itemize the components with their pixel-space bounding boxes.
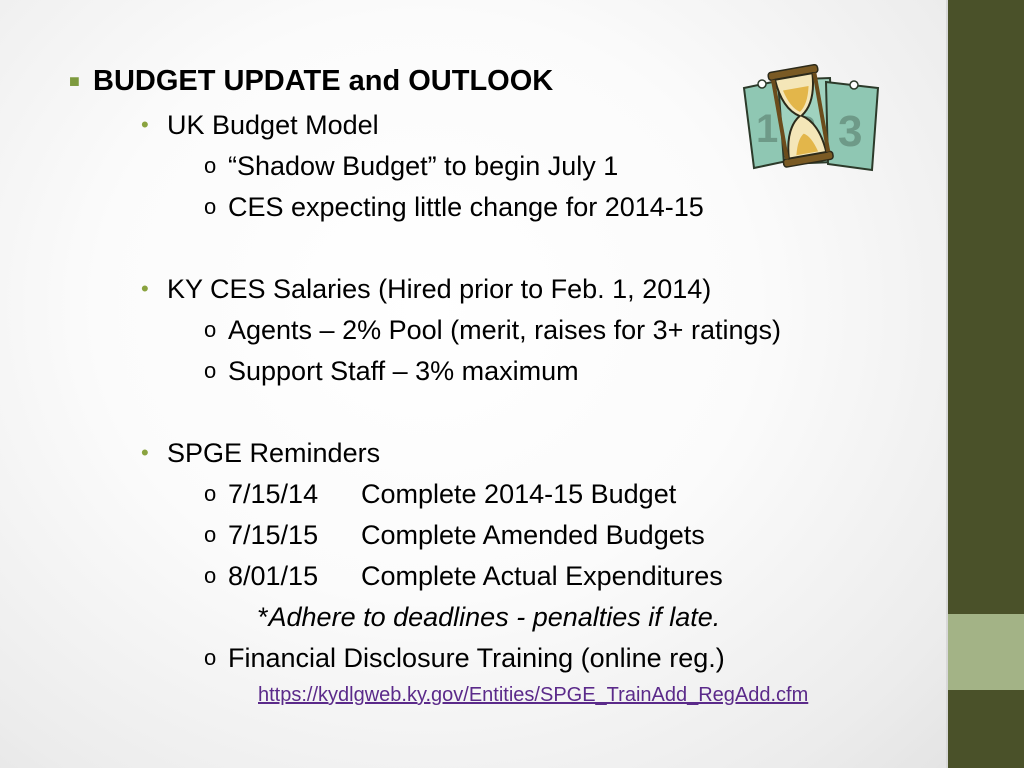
list-item (228, 518, 705, 552)
sidebar-accent-block (948, 614, 1024, 690)
circle-bullet-icon: o (204, 481, 217, 506)
list-item: Agents – 2% Pool (merit, raises for 3+ ratings) (228, 315, 781, 345)
list-item: Support Staff – 3% maximum (228, 356, 579, 386)
bullet-dot-icon: • (141, 112, 149, 137)
deadline-task: Complete 2014-15 Budget (361, 479, 677, 509)
note-asterisk: * (258, 602, 269, 632)
section-title-uk-budget: UK Budget Model (167, 110, 379, 140)
square-bullet-icon: ■ (69, 71, 80, 91)
deadline-date: 7/15/15 (228, 520, 319, 550)
list-item: Financial Disclosure Training (online reg.) (228, 643, 725, 673)
circle-bullet-icon: o (204, 645, 217, 670)
list-item (228, 477, 676, 511)
hourglass-calendar-icon (738, 58, 886, 174)
training-registration-link[interactable]: https://kydlgweb.ky.gov/Entities/SPGE_TrainAdd_RegAdd.cfm (258, 684, 809, 706)
section-title-spge: SPGE Reminders (167, 438, 381, 468)
calendar-digit: 1 (756, 107, 779, 151)
deadline-date: 7/15/14 (228, 479, 319, 509)
calendar-digit: 3 (838, 107, 863, 156)
deadline-date: 8/01/15 (228, 561, 319, 591)
section-title-salaries: KY CES Salaries (Hired prior to Feb. 1, 2014) (167, 274, 712, 304)
list-item (228, 559, 723, 593)
deadline-task: Complete Actual Expenditures (361, 561, 723, 591)
circle-bullet-icon: o (204, 194, 217, 219)
circle-bullet-icon: o (204, 563, 217, 588)
circle-bullet-icon: o (204, 522, 217, 547)
circle-bullet-icon: o (204, 358, 217, 383)
bullet-dot-icon: • (141, 440, 149, 465)
list-item: “Shadow Budget” to begin July 1 (228, 151, 619, 181)
deadline-note (258, 600, 720, 634)
list-item: CES expecting little change for 2014-15 (228, 192, 704, 222)
deadline-task: Complete Amended Budgets (361, 520, 705, 550)
bullet-dot-icon: • (141, 276, 149, 301)
circle-bullet-icon: o (204, 153, 217, 178)
circle-bullet-icon: o (204, 317, 217, 342)
note-text: Adhere to deadlines - penalties if late. (268, 602, 721, 632)
slide-title: BUDGET UPDATE and OUTLOOK (93, 65, 554, 97)
